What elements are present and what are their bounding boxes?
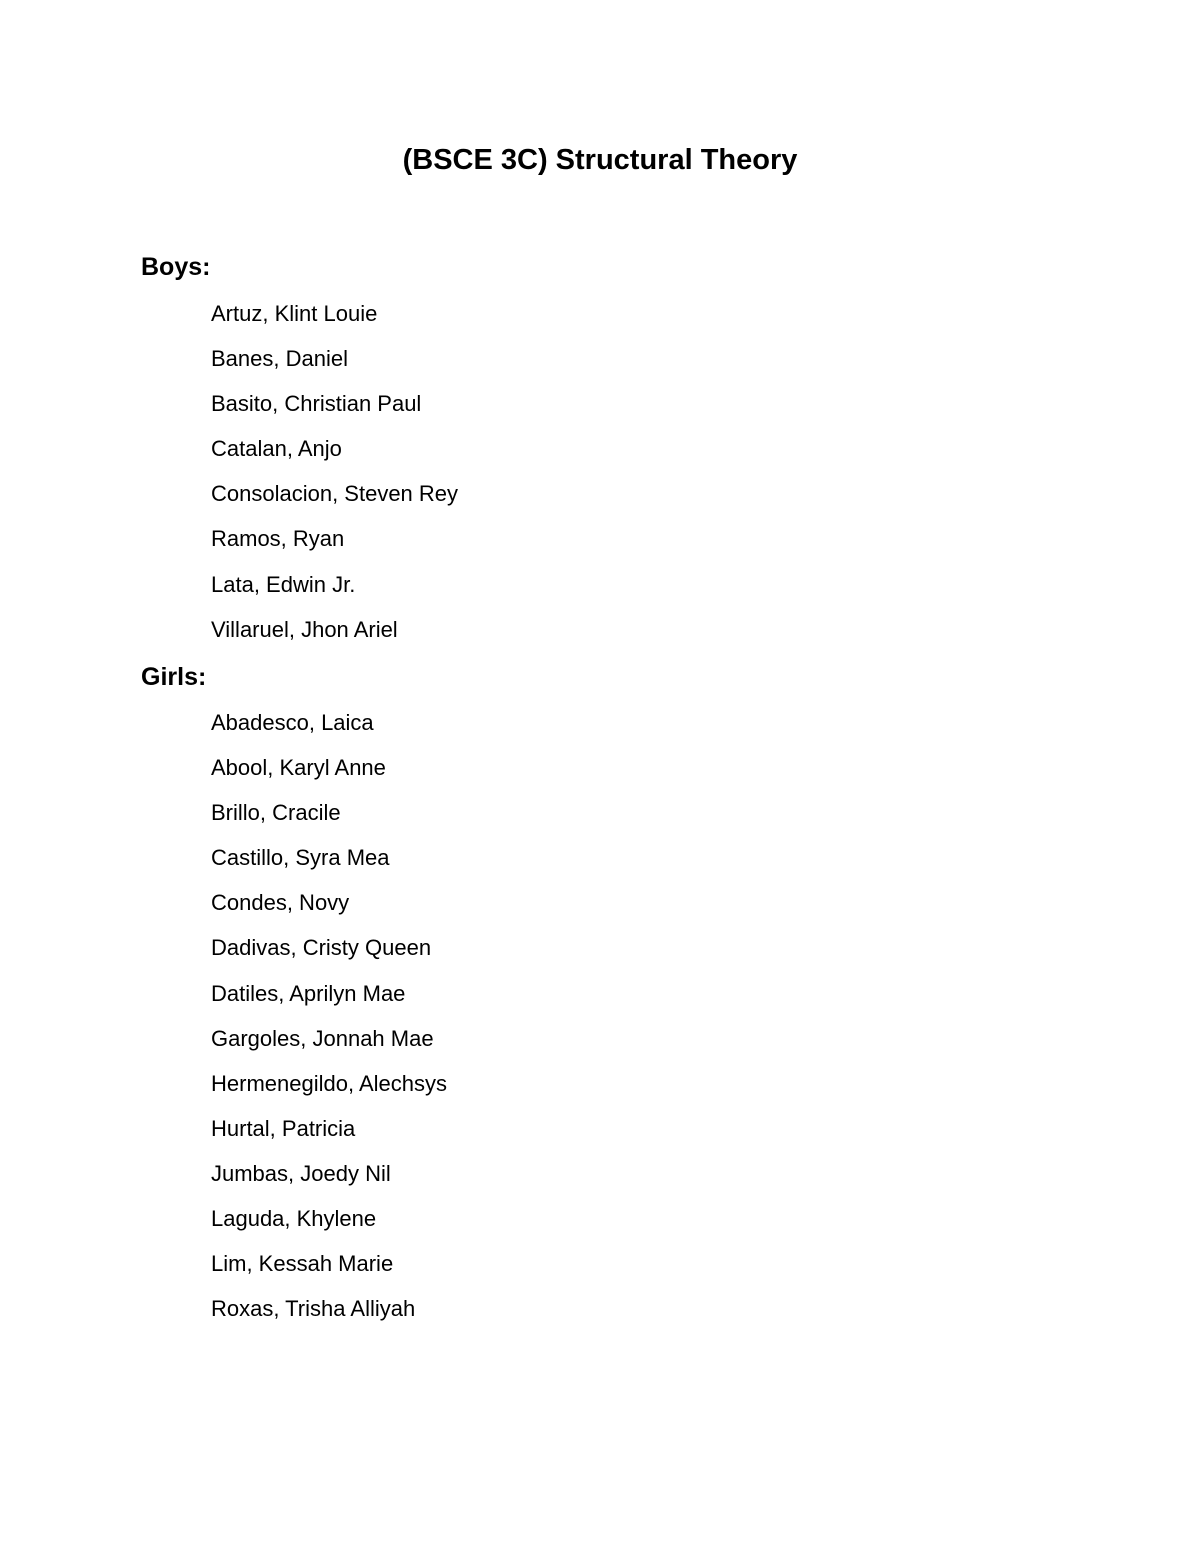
list-item: Catalan, Anjo [211,436,342,462]
list-item: Brillo, Cracile [211,800,341,826]
list-item: Hermenegildo, Alechsys [211,1070,448,1096]
list-item: Dadivas, Cristy Queen [211,935,432,961]
list-item: Villaruel, Jhon Ariel [211,616,398,642]
list-item: Banes, Daniel [211,346,348,372]
list-item: Laguda, Khylene [211,1206,377,1232]
list-item: Lata, Edwin Jr. [211,571,356,597]
list-item: Abool, Karyl Anne [211,755,386,781]
list-item: Consolacion, Steven Rey [211,481,459,507]
boys-heading: Boys: [141,253,211,281]
list-item: Castillo, Syra Mea [211,845,390,871]
girls-heading: Girls: [141,663,207,691]
boys-name-list [211,299,458,660]
list-item: Lim, Kessah Marie [211,1251,394,1277]
girls-name-list [211,708,447,1339]
list-item: Jumbas, Joedy Nil [211,1160,391,1186]
list-item: Artuz, Klint Louie [211,301,378,326]
document-title: (BSCE 3C) Structural Theory [402,144,798,176]
list-item: Roxas, Trisha Alliyah [211,1296,416,1322]
list-item: Condes, Novy [211,890,350,916]
list-item: Abadesco, Laica [211,710,374,735]
list-item: Basito, Christian Paul [211,391,422,417]
list-item: Gargoles, Jonnah Mae [211,1025,434,1051]
list-item: Hurtal, Patricia [211,1115,356,1141]
list-item: Ramos, Ryan [211,526,345,552]
list-item: Datiles, Aprilyn Mae [211,980,406,1006]
